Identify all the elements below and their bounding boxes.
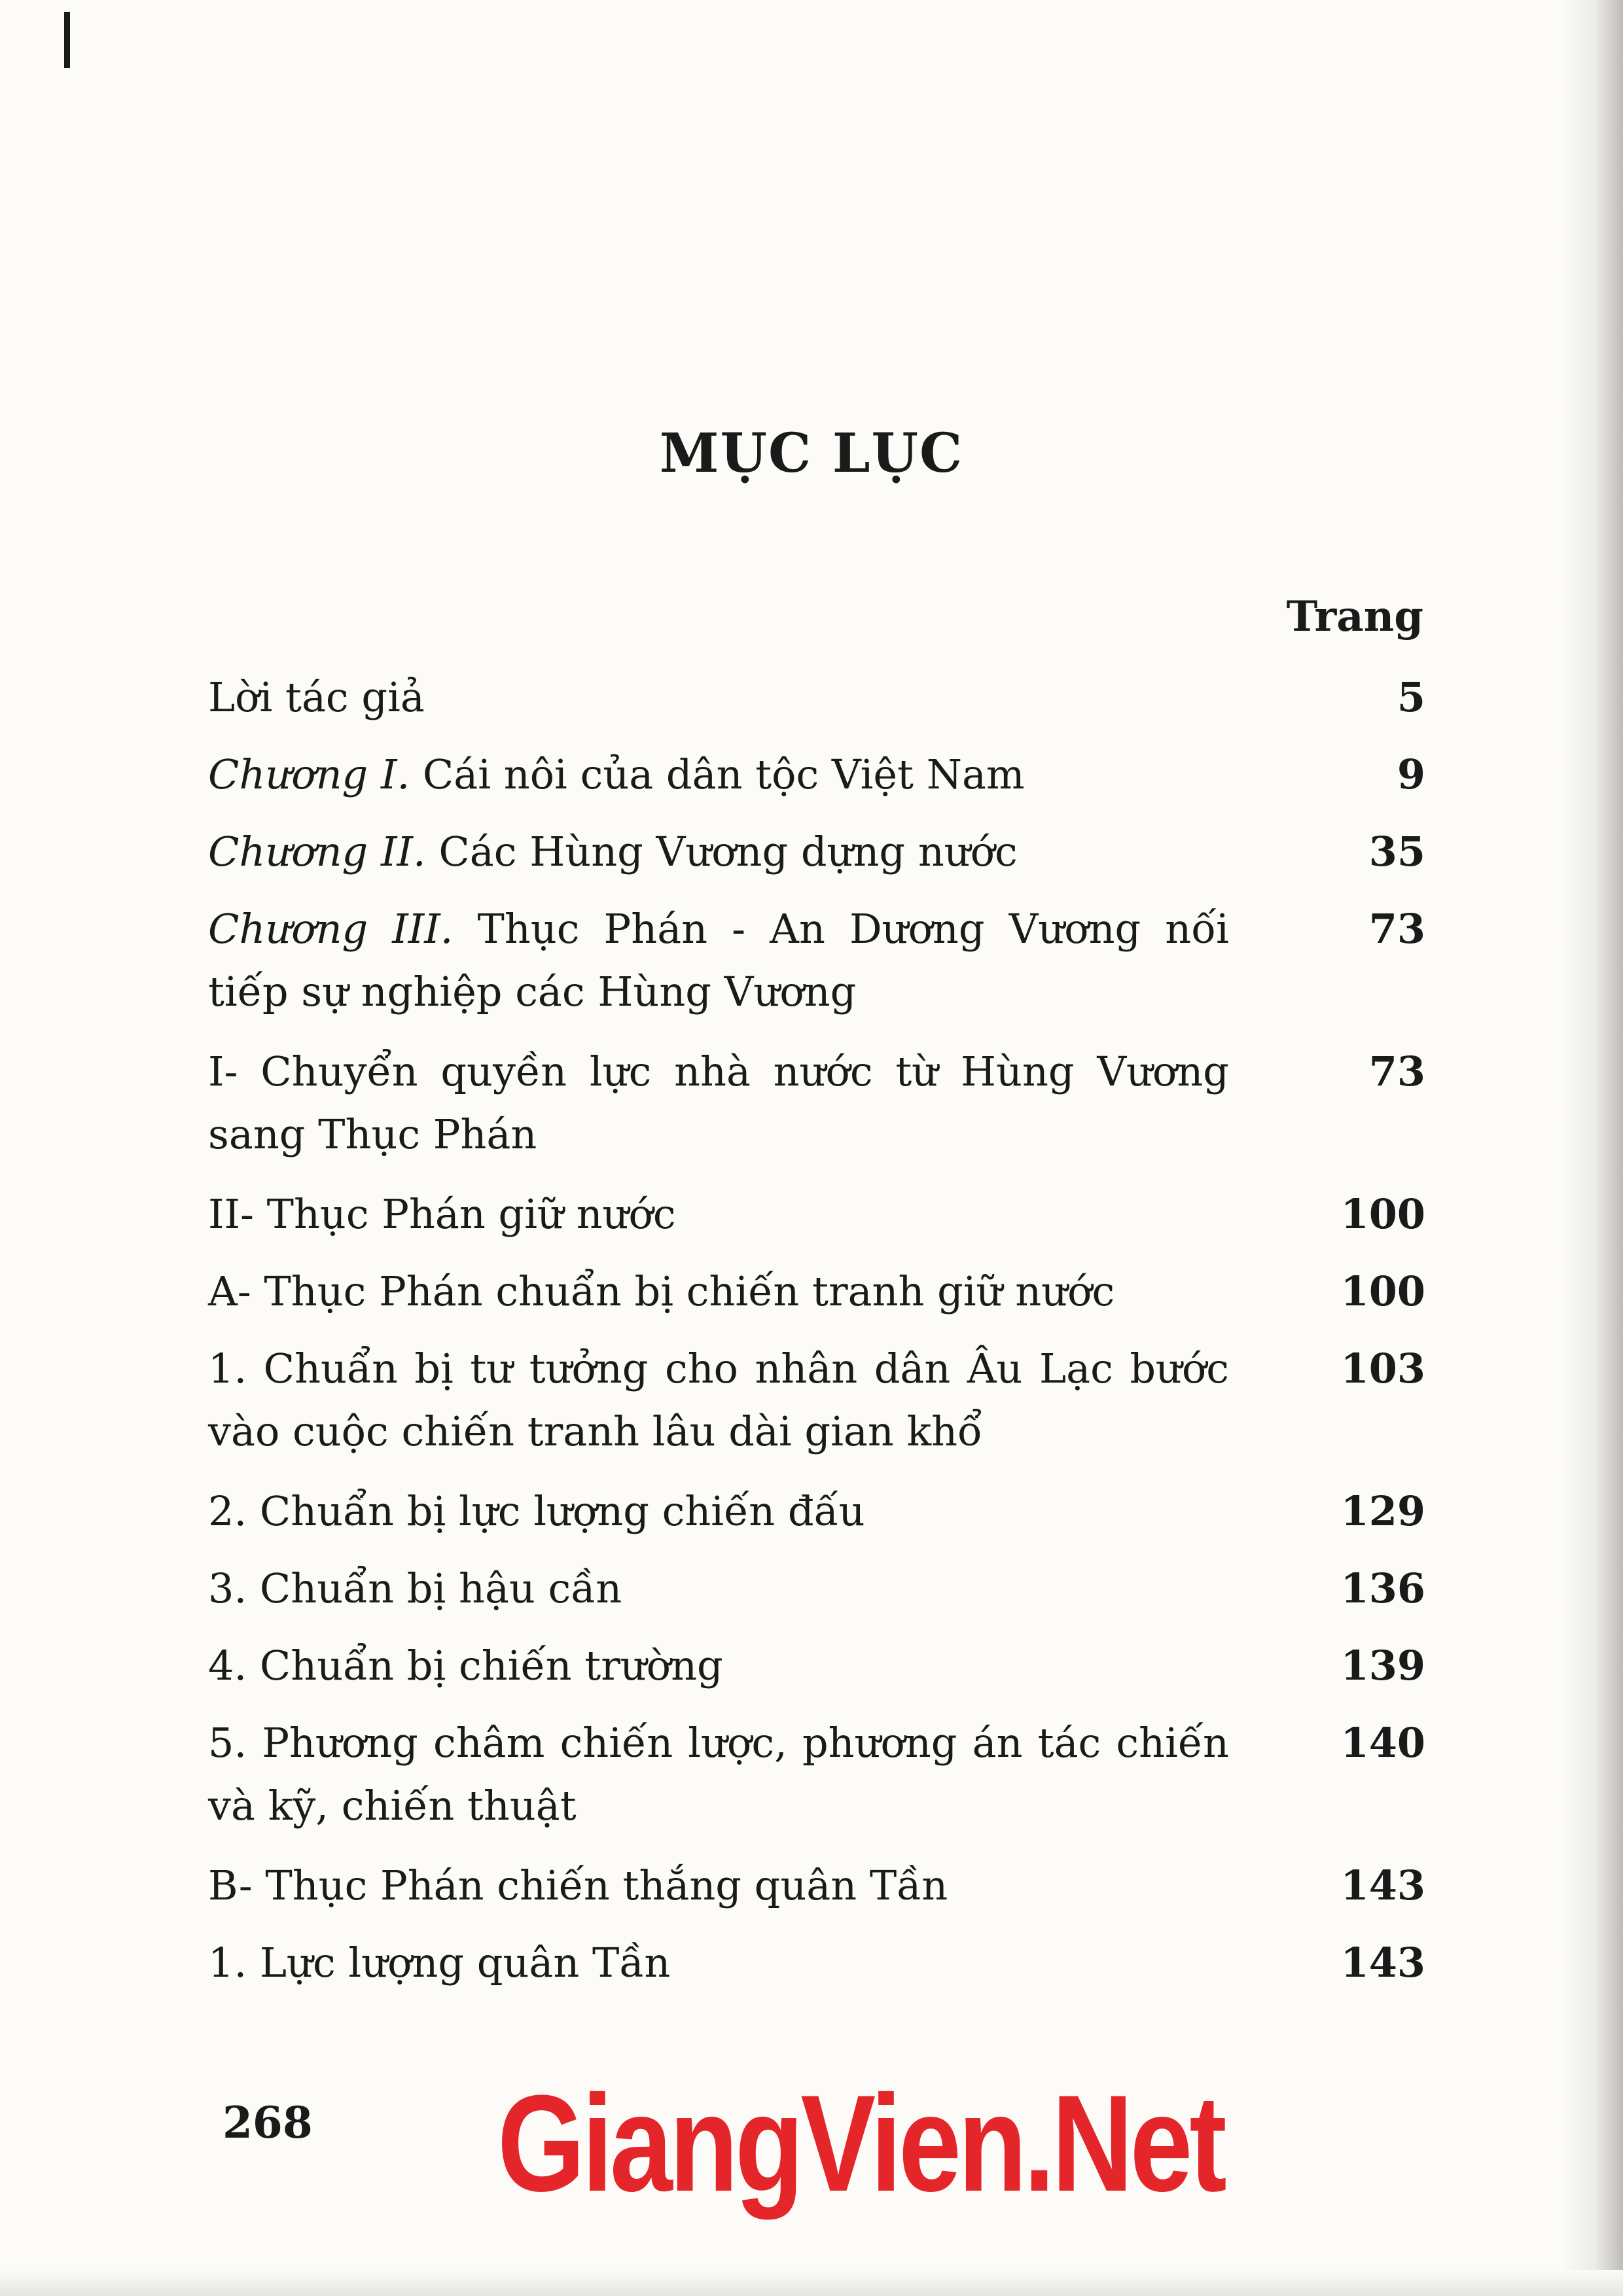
- toc-entry-title: 5. Phương châm chiến lược, phương án tác chiến và kỹ, chiến thuật: [208, 1719, 1229, 1829]
- toc-entry-title: Lời tác giả: [208, 673, 425, 721]
- toc-entry-title: 4. Chuẩn bị chiến trường: [208, 1642, 723, 1689]
- toc-entry-title: [208, 821, 1229, 883]
- toc-entry-page: 73: [1368, 905, 1425, 953]
- toc-entry-page: 136: [1340, 1564, 1425, 1612]
- toc-entry-page: 73: [1368, 1048, 1425, 1095]
- chapter-title: Cái nôi của dân tộc Việt Nam: [410, 751, 1025, 798]
- toc-entry-page: 140: [1340, 1719, 1425, 1767]
- toc-entry-title: A- Thục Phán chuẩn bị chiến tranh giữ nước: [208, 1267, 1115, 1315]
- chapter-title: Các Hùng Vương dựng nước: [425, 828, 1018, 875]
- toc-entry-title: B- Thục Phán chiến thắng quân Tần: [208, 1862, 948, 1909]
- toc-entry-title: 2. Chuẩn bị lực lượng chiến đấu: [208, 1487, 865, 1535]
- toc-entry-page: 143: [1340, 1862, 1425, 1909]
- toc-entry-title: 1. Chuẩn bị tư tưởng cho nhân dân Âu Lạc bước vào cuộc chiến tranh lâu dài gian khổ: [208, 1345, 1229, 1455]
- chapter-title: Thục Phán - An Dương Vương nối tiếp sự nghiệp các Hùng Vương: [208, 905, 1229, 1016]
- toc-entry-page: 143: [1340, 1939, 1425, 1987]
- toc-entry-page: 129: [1340, 1487, 1425, 1535]
- toc-entry-title: [208, 743, 1229, 806]
- toc-entry-page: 100: [1340, 1190, 1425, 1238]
- toc-entry-page: 100: [1340, 1267, 1425, 1315]
- toc-entry-page: 139: [1340, 1642, 1425, 1689]
- toc-entry-title: 1. Lực lượng quân Tần: [208, 1939, 671, 1987]
- chapter-label: Chương I.: [208, 751, 410, 798]
- toc-entry-title: [208, 898, 1229, 1023]
- toc-entry-title: 3. Chuẩn bị hậu cần: [208, 1564, 622, 1612]
- page-bottom-shadow: [0, 2270, 1623, 2296]
- toc-entry-page: 9: [1397, 751, 1425, 798]
- chapter-label: Chương III.: [208, 905, 454, 953]
- page-number: 268: [223, 2097, 313, 2148]
- chapter-label: Chương II.: [208, 828, 426, 875]
- toc-entry-page: 35: [1368, 828, 1425, 875]
- watermark-logo: GiangVien.Net: [497, 2066, 1224, 2220]
- toc-entry-title: II- Thục Phán giữ nước: [208, 1190, 676, 1238]
- scan-edge-mark: [64, 12, 70, 68]
- toc-heading: MỤC LỤC: [659, 422, 964, 485]
- page-column-label: Trang: [1286, 592, 1423, 641]
- toc-entry-title: I- Chuyển quyền lực nhà nước từ Hùng Vương sang Thục Phán: [208, 1048, 1229, 1158]
- page-binding-shadow: [1561, 0, 1623, 2296]
- toc-entry-page: 5: [1397, 673, 1425, 721]
- toc-entry-page: 103: [1340, 1345, 1425, 1392]
